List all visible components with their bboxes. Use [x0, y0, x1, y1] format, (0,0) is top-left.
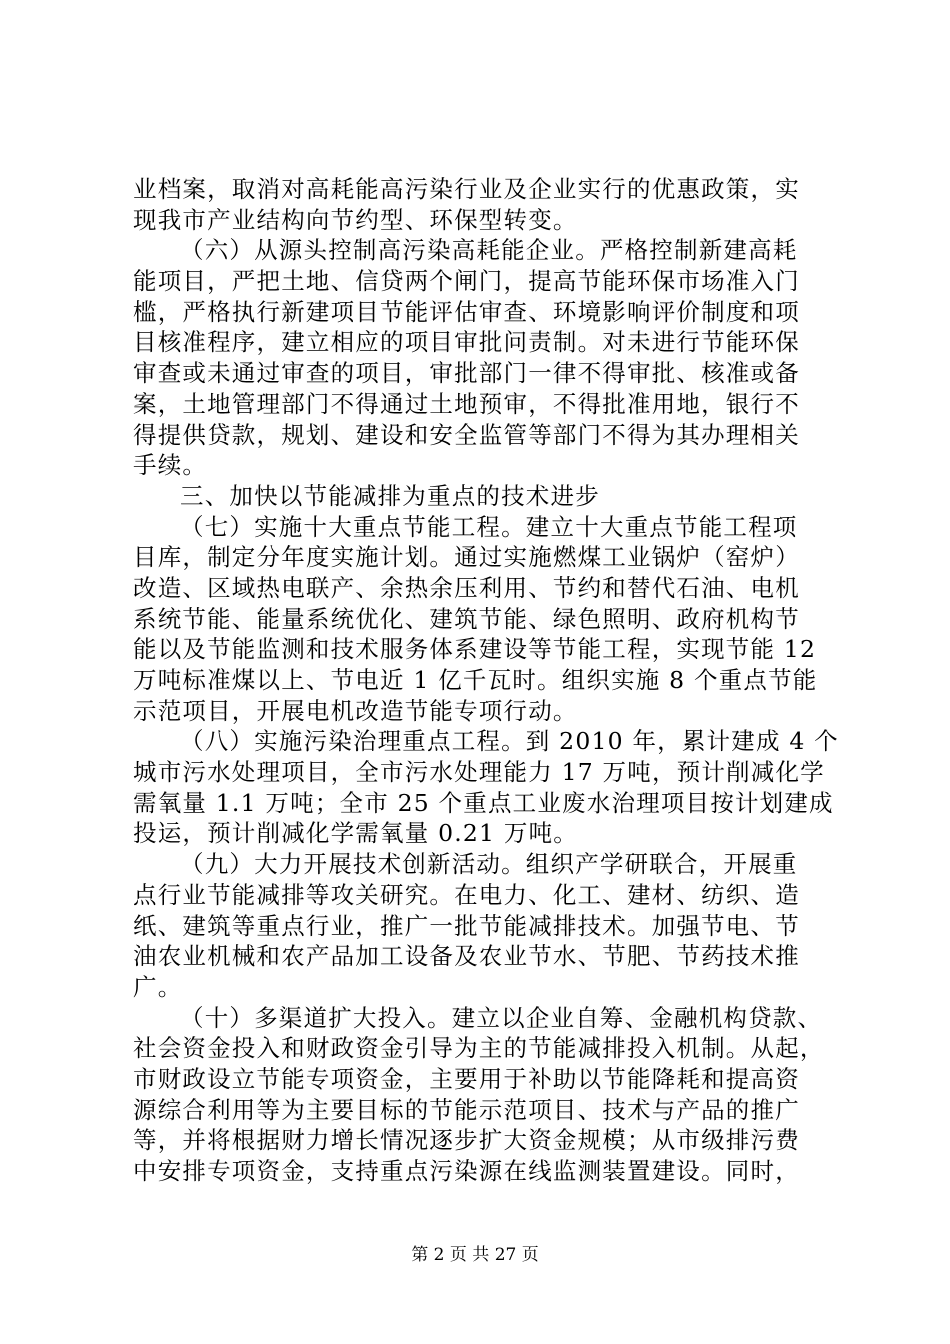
text-line: 能项目，严把土地、信贷两个闸门，提高节能环保市场准入门 — [133, 267, 800, 296]
text-line: 示范项目，开展电机改造节能专项行动。 — [133, 696, 578, 725]
text-line: 社会资金投入和财政资金引导为主的节能减排投入机制。从起， — [133, 1034, 825, 1063]
text-line: 点行业节能减排等攻关研究。在电力、化工、建材、纺织、造 — [133, 880, 800, 909]
text-line: 源综合利用等为主要目标的节能示范项目、技术与产品的推广 — [133, 1095, 800, 1124]
text-line: 系统节能、能量系统优化、建筑节能、绿色照明、政府机构节 — [133, 604, 800, 633]
text-line: 万吨标准煤以上、节电近 1 亿千瓦时。组织实施 8 个重点节能 — [133, 666, 818, 694]
paragraph-eight-start: （八）实施污染治理重点工程。到 2010 年，累计建成 4 个 — [180, 727, 839, 756]
paragraph-nine-start: （九）大力开展技术创新活动。组织产学研联合，开展重 — [180, 850, 798, 879]
text-line: 纸、建筑等重点行业，推广一批节能减排技术。加强节电、节 — [133, 911, 800, 940]
text-line: 目库，制定分年度实施计划。通过实施燃煤工业锅炉（窑炉） — [133, 543, 800, 572]
text-line: 槛，严格执行新建项目节能评估审查、环境影响评价制度和项 — [133, 297, 800, 326]
text-line: 得提供贷款，规划、建设和安全监管等部门不得为其办理相关 — [133, 420, 800, 449]
paragraph-ten-start: （十）多渠道扩大投入。建立以企业自筹、金融机构贷款、 — [180, 1003, 823, 1032]
text-line: 市财政设立节能专项资金，主要用于补助以节能降耗和提高资 — [133, 1064, 800, 1093]
text-line: 现我市产业结构向节约型、环保型转变。 — [133, 205, 578, 234]
text-line: 油农业机械和农产品加工设备及农业节水、节肥、节药技术推 — [133, 942, 800, 971]
text-line: 能以及节能监测和技术服务体系建设等节能工程，实现节能 12 — [133, 635, 817, 664]
text-line: 审查或未通过审查的项目，审批部门一律不得审批、核准或备 — [133, 359, 800, 388]
document-body — [133, 174, 839, 1187]
text-line: 业档案，取消对高耗能高污染行业及企业实行的优惠政策，实 — [133, 175, 800, 203]
text-line: 广。 — [133, 972, 183, 1001]
text-line: 案，土地管理部门不得通过土地预审，不得批准用地，银行不 — [133, 389, 800, 418]
text-line: 需氧量 1.1 万吨；全市 25 个重点工业废水治理项目按计划建成 — [133, 788, 834, 817]
paragraph-seven-start: （七）实施十大重点节能工程。建立十大重点节能工程项 — [180, 512, 798, 541]
text-line: 改造、区域热电联产、余热余压利用、节约和替代石油、电机 — [133, 573, 800, 602]
text-line: 城市污水处理项目，全市污水处理能力 17 万吨，预计削减化学 — [133, 758, 825, 787]
text-line: 等，并将根据财力增长情况逐步扩大资金规模；从市级排污费 — [133, 1126, 800, 1155]
text-line: 手续。 — [133, 451, 208, 480]
text-line: 中安排专项资金，支持重点污染源在线监测装置建设。同时， — [133, 1157, 800, 1185]
section-heading: 三、加快以节能减排为重点的技术进步 — [180, 481, 600, 510]
page-number-footer: 第 2 页 共 27 页 — [411, 1245, 539, 1265]
text-line: 目核准程序，建立相应的项目审批问责制。对未进行节能环保 — [133, 328, 800, 357]
text-line: 投运，预计削减化学需氧量 0.21 万吨。 — [133, 819, 578, 848]
paragraph-six-start: （六）从源头控制高污染高耗能企业。严格控制新建高耗 — [180, 236, 798, 265]
